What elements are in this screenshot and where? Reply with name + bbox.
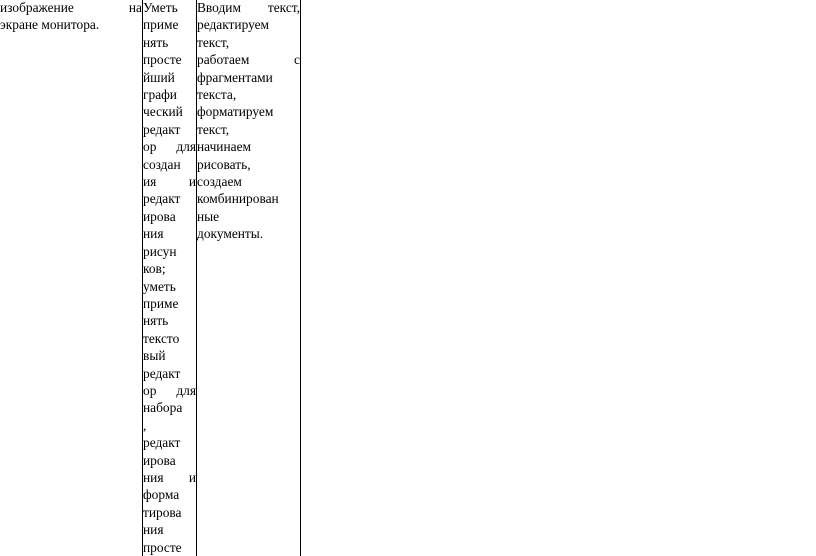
text-word: редакт [143,435,181,451]
text-word: нять [143,313,169,329]
text-line [143,486,196,503]
text-line [197,0,300,16]
text-line [197,69,300,86]
text-word: ческий [143,104,183,120]
text-line [143,34,196,51]
text-word: рисун [143,243,177,259]
text-line [143,399,196,416]
text-line [143,190,196,207]
text-line [197,208,300,225]
text-word: просте [143,52,182,68]
text-line [197,138,300,155]
text-word: рисовать, [197,156,251,172]
text-word: текст, [197,121,230,137]
text-line [143,138,196,155]
table-cell-activities [197,0,301,556]
text-line [0,16,142,33]
text-line [197,121,300,138]
text-line [143,16,196,33]
text-line [143,225,196,242]
text-word: форматируем [197,104,274,120]
text-word: вый [143,348,166,364]
text-line [143,260,196,277]
text-line [197,225,300,242]
text-word: комбинирован [197,191,279,207]
text-word: ния [143,226,164,242]
text-word: Уметь [143,0,178,15]
text-line [143,539,196,556]
text-line [197,34,300,51]
text-line [197,16,300,33]
text-line [143,86,196,103]
text-word: редактируем [197,17,270,33]
table-cell-description [0,0,143,556]
text-word: ков; [143,261,166,277]
text-word: редакт [143,191,181,207]
table-row [0,0,301,556]
text-word: редакт [143,121,181,137]
text-line [143,312,196,329]
text-line [143,434,196,451]
text-line [143,382,196,399]
text-line [197,51,300,68]
text-word: для [176,382,196,398]
text-line [197,190,300,207]
text-word: изображение [0,0,74,15]
text-word: тексто [143,330,180,346]
text-word: ния [143,522,164,538]
text-line [143,51,196,68]
text-line [197,103,300,120]
text-line [143,0,196,16]
text-line [143,521,196,538]
text-word: текст, [197,34,230,50]
text-word: просте [143,539,182,555]
text-line [197,173,300,190]
text-line [143,278,196,295]
text-line [143,365,196,382]
text-line [143,330,196,347]
text-word: Вводим [197,0,241,15]
text-word: создан [143,156,181,172]
text-line [143,69,196,86]
text-word: тирова [143,504,182,520]
text-word: и [188,469,196,485]
text-word: фрагментами [197,69,273,85]
text-word: ирова [143,208,176,224]
table-cell-skills [143,0,197,556]
text-word: для [176,139,196,155]
text-line [143,173,196,190]
text-line [143,156,196,173]
text-line [143,452,196,469]
text-word: создаем [197,174,242,190]
text-word: ор [143,139,157,155]
text-word: приме [143,17,179,33]
text-word: ния [143,469,164,485]
text-line [143,504,196,521]
text-word: с [294,52,300,68]
text-line [197,156,300,173]
text-word: йший [143,69,175,85]
text-word: ирова [143,452,176,468]
text-word: на [128,0,142,15]
curriculum-table [0,0,301,556]
text-word: графи [143,87,177,103]
text-word: нять [143,34,169,50]
text-line [143,295,196,312]
text-word: текста, [197,87,237,103]
text-line [143,121,196,138]
text-word: начинаем [197,139,252,155]
text-word: форма [143,487,180,503]
text-word: набора [143,400,183,416]
text-word: ные [197,208,220,224]
text-word: документы. [197,226,264,242]
text-line [143,469,196,486]
text-line [0,0,142,16]
text-word: текст, [267,0,300,15]
text-word: редакт [143,365,181,381]
text-line [197,86,300,103]
text-word: приме [143,295,179,311]
text-word: уметь [143,278,176,294]
text-line [143,243,196,260]
text-word: экране монитора. [0,17,100,33]
text-line [143,103,196,120]
text-word: ор [143,382,157,398]
text-word: ия [143,174,157,190]
text-word: работаем [197,52,250,68]
text-line [143,347,196,364]
text-word: , [143,417,147,433]
text-word: и [188,174,196,190]
text-line [143,208,196,225]
text-line [143,417,196,434]
